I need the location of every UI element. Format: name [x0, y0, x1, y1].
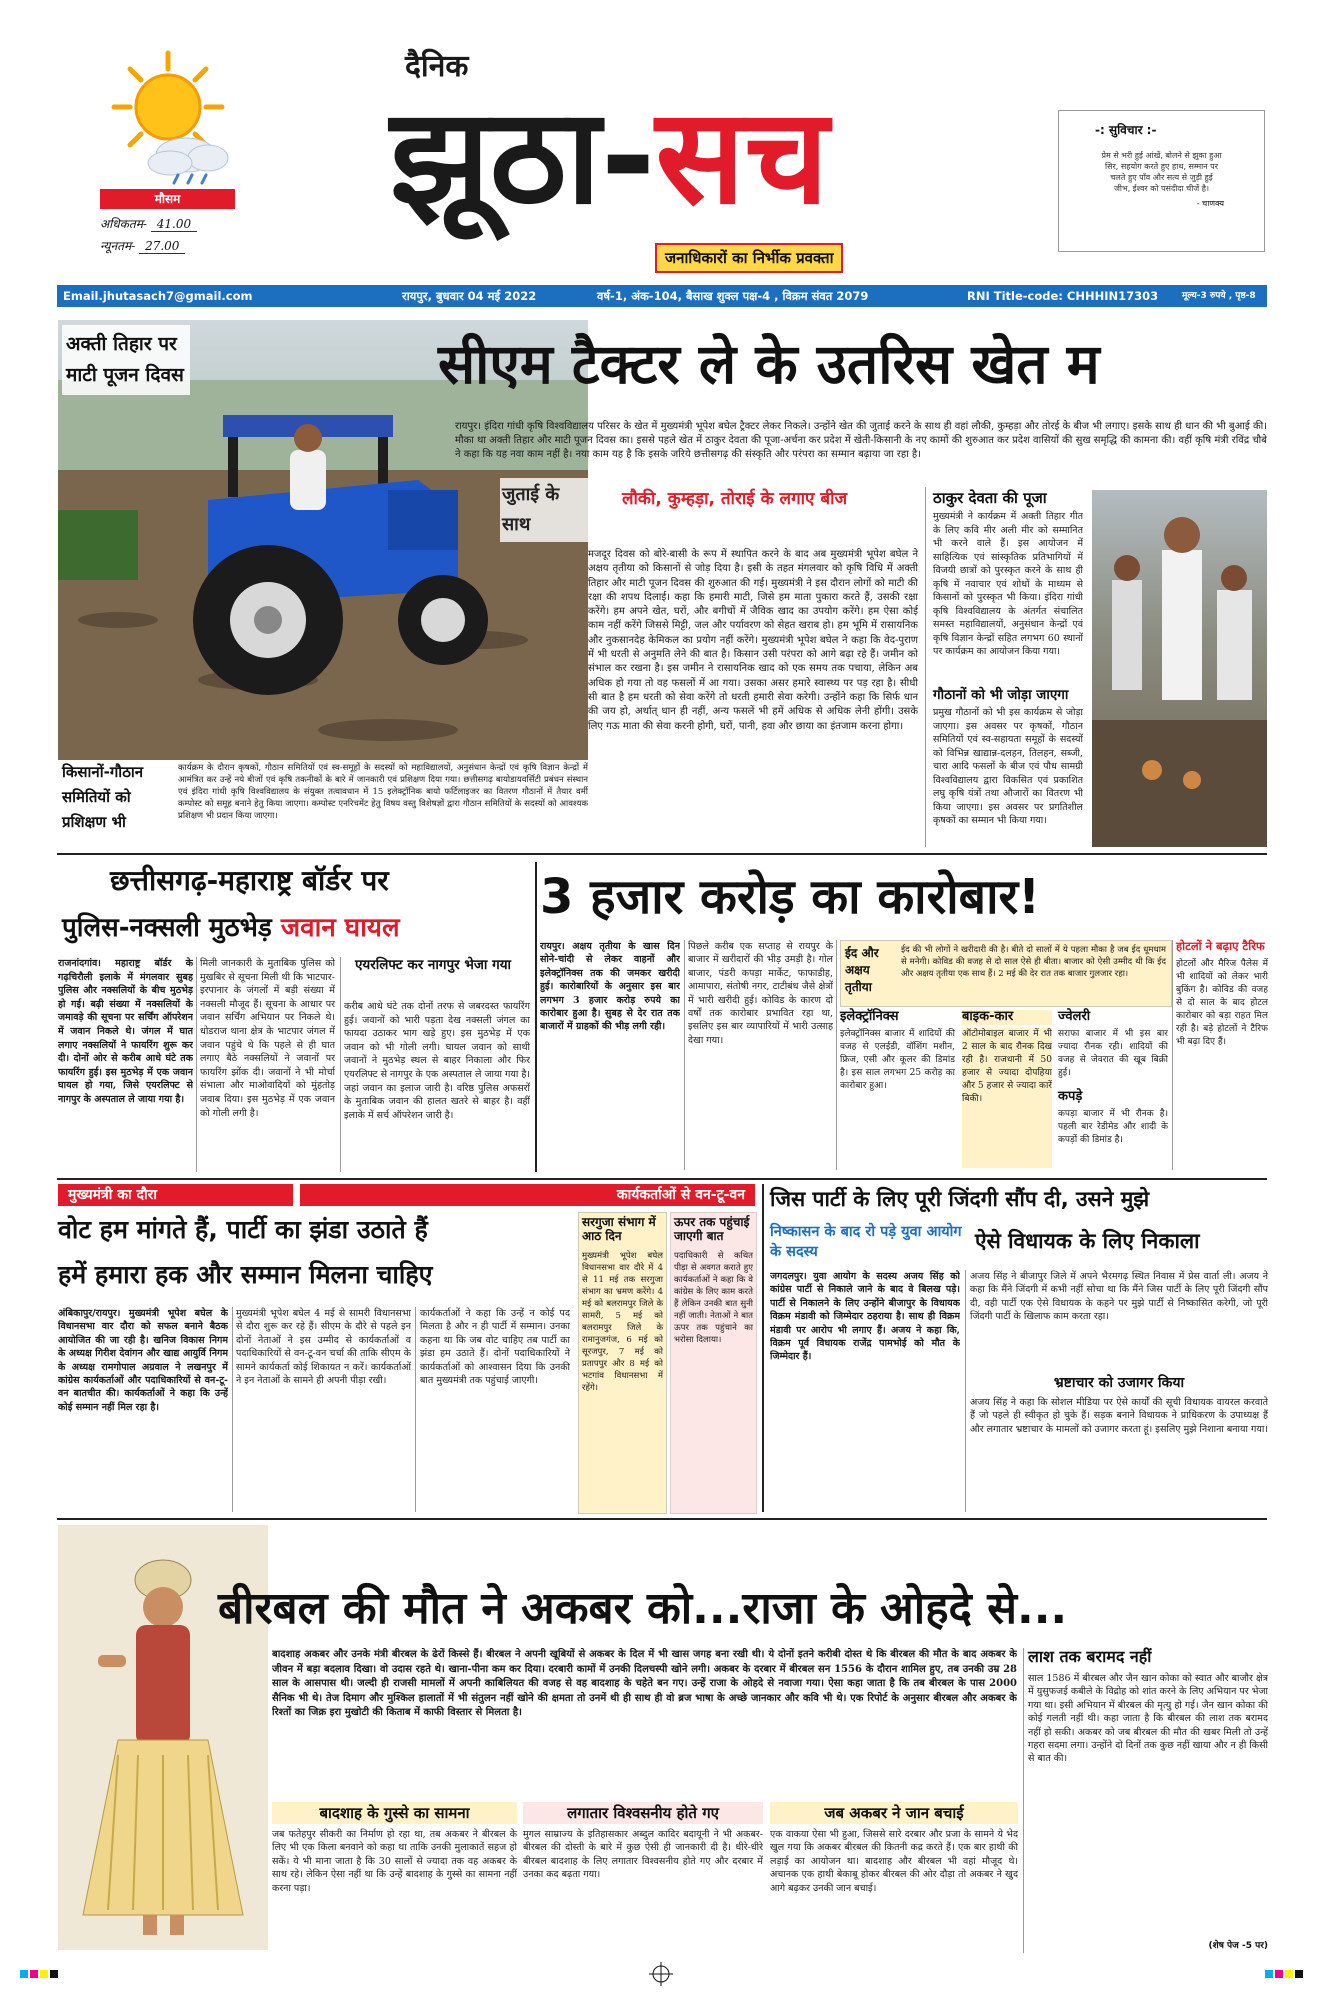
birbal-sub3: जब अकबर ने जान बचाई: [770, 1802, 1018, 1824]
lead-sub3-text: प्रमुख गौठानों को भी इस कार्यक्रम से जोड़ा जाएगा। इस अवसर पर कृषकों, गौठान समितियों एवं स्व-सहायता समूहों के सदस्यों को विभिन्न खाद्यान्न-दलहन, तिलहन, सब्जी, चारा आदि फसलों के बीज एवं पौध सामग्री विश्वविद्यालय द्वारा विकसित एवं प्रकाशित लघु कृषि यंत्रों तथा औजारों का वितरण भी किया जाएगा। इस अवसर पर प्रगतिशील कृषकों का सम्मान भी किया गया।: [933, 707, 1083, 826]
business-sec1-text: इलेक्ट्रॉनिक्स बाजार में शादियों की वजह से एलईडी, वॉशिंग मशीन, फ्रिज, एसी और कूलर की डिमांड है। इस साल लगभग 25 करोड़ का कारोबार हुआ।: [840, 1029, 955, 1091]
business-box-text: ईद की भी लोगों ने खरीदारी की है। बीते दो सालों में ये पहला मौका है जब ईद धूमधाम से मनेगी। कोविड की वजह से दो साल ऐसे ही बीता। बाजार को ऐसी उम्मीद थी कि ईद और अक्षय तृतीया एक साथ हैं। 2 मई की देर रात तक बाजार गुलजार रहा।: [901, 945, 1166, 979]
masthead-title-part2: सच: [655, 80, 829, 234]
cm-box2-text: पदाधिकारी से कथित पीड़ा से अवगत कराते हुए कार्यकर्ताओं ने कहा कि वे कांग्रेस के लिए काम करते हैं लेकिन उनकी बात सुनी नहीं जाती। नेताओं ने बात ऊपर तक पहुंचाने का भरोसा दिलाया।: [674, 1250, 753, 1345]
suvichar-title: -: सुविचार :-: [1095, 123, 1157, 137]
weather-values: [100, 213, 235, 257]
birbal-continued: (शेष पेज -5 पर): [1208, 1941, 1268, 1951]
cm-col2: मुख्यमंत्री भूपेश बघेल 4 मई से सामरी विधानसभा से दौरा शुरू कर रहे हैं। सीएम के दौरे से पहले इन दोनों नेताओं ने इस उम्मीद से कार्यकर्ताओं व पदाधिकारियों से वन-टू-वन चर्चा की ताकि सीएम के सामने कार्यकर्ता कोई शिकायत न करें। कार्यकर्ताओं ने इन नेताओं के सामने ही अपनी पीड़ा रखी।: [236, 1308, 411, 1387]
birbal-intro: बादशाह अकबर और उनके मंत्री बीरबल के ढेरों किस्से हैं। बीरबल ने अपनी खूबियों से अकबर के दिल में भी खास जगह बना रखी थी। ये दोनों इतने करीबी दोस्त थे कि बीरबल की मौत के बाद अकबर के जीवन में बड़ा बदलाव दिखा। वो उदास रहते थे। खाना-पीना कम कर दिया। दरबारी कामों में उनकी दिलचस्पी खोने लगी। अकबर के दरबार में बीरबल सन 1556 के दौरान शामिल हुए, तब उनकी उम्र 28 साल के आसपास थी। जल्दी ही राजसी मामलों में अपनी काबिलियत की वजह से वह बादशाह के चहेते बन गए। उन्हें राजा के ओहदे से नवाजा गया। ऐसा कहा जाता है कि तब बीरबल के पास 2000 सैनिक भी थे। तेज दिमाग और मुश्किल हालातों में भी संतुलन नहीं खोने की क्षमता तो उनमें थी ही साथ ही वो ब्रज भाषा के अच्छे जानकार और कवि भी थे। एक रिपोर्ट के अनुसार बीरबल और अकबर के रिश्तों का जिक्र इरा मुखोटी की किताब में काफी विस्तार से मिलता है।: [272, 1649, 1017, 1719]
weather-max-value: 41.00: [151, 217, 197, 232]
business-col1: रायपुर। अक्षय तृतीया के खास दिन सोने-चांदी से लेकर वाहनों और इलेक्ट्रॉनिक्स तक की जमकर खरीदी हुई। कारोबारियों के अनुसार इस बार लगभग 3 हजार करोड़ रुपये का कारोबार हुआ है। सुबह से देर रात तक बाजारों में ग्राहकों की भीड़ लगी रही।: [540, 941, 680, 1033]
cm-head1: वोट हम मांगते हैं, पार्टी का झंडा उठाते हैं: [58, 1215, 428, 1244]
lead-sub2: ठाकुर देवता की पूजा: [933, 489, 1047, 507]
registration-marks: [20, 1960, 1303, 1990]
border-col1: राजनांदगांव। महाराष्ट्र बॉर्डर के गढ़चिरौली इलाके में मंगलवार सुबह पुलिस और नक्सलियों के बीच मुठभेड़ हो गई। बढ़ी संख्या में नक्सलियों के जमावड़े की सूचना पर सर्चिंग ऑपरेशन में जवान निकले थे। जंगल में घात लगाए नक्सलियों ने फायरिंग शुरू कर दी। दोनों ओर से करीब आधे घंटे तक फायरिंग हुई। इस मुठभेड़ में एक जवान घायल हो गया, जिसे एयरलिफ्ट से नागपुर के अस्पताल ले जाया गया है।: [58, 958, 193, 1105]
lead-intro: रायपुर। इंदिरा गांधी कृषि विश्वविद्यालय परिसर के खेत में मुख्यमंत्री भूपेश बघेल ट्रैक्टर लेकर निकले। उन्होंने खेत की जुताई करने के साथ ही वहां लौकी, कुम्हड़ा और तोरई के बीज भी लगाए। इसके साथ ही धान की भी बुआई की। मौका था अक्ती तिहार और माटी पूजन दिवस का। इससे पहले खेत में ठाकुर देवता की पूजा-अर्चना कर प्रदेश में खेती-किसानी के नए कामों की शुरुआत कर प्रदेश वासियों की सुख समृद्धि की कामना की। वहीं कृषि मंत्री रविंद्र चौबे ने कहा कि यह नवा काम नहीं है। नया काम यह है कि इसके जरिये छत्तीसगढ़ की संस्कृति और परंपरा का सम्मान बढ़ाया जा रहा है।: [455, 421, 1267, 460]
birbal-sub1: बादशाह के गुस्से का सामना: [272, 1802, 517, 1824]
birbal-sub2-text: मुगल साम्राज्य के इतिहासकार अब्दुल कादिर बदायूनी ने भी अकबर-बीरबल की दोस्ती के बारे में कुछ ऐसी ही जानकारी दी है। धीरे-धीरे बीरबल बादशाह के लिए लगातार विश्वसनीय होते गए और दरबार में उनका कद बढ़ता गया।: [523, 1829, 763, 1881]
email-link[interactable]: Email.jhutasach7@gmail.com: [63, 289, 253, 303]
mla-col1: जगदलपुर। युवा आयोग के सदस्य अजय सिंह को कांग्रेस पार्टी से निकाले जाने के बाद वे बिलख पड़े। पार्टी से निकालने के लिए उन्होंने बीजापुर के विधायक विक्रम मंडावी को जिम्मेदार ठहराया है। साथ ही विक्रम मंडावी पर आरोप भी लगाए हैं। अजय ने कहा कि, विक्रम पूर्व विधायक राजेंद्र पामभोई को मौत के जिम्मेदार हैं।: [770, 1271, 960, 1363]
cm-box: [578, 1212, 667, 1514]
masthead-dainik: दैनिक: [405, 49, 469, 84]
masthead-title-dash: -: [600, 80, 656, 234]
place-date: रायपुर, बुधवार 04 मई 2022: [402, 289, 537, 303]
birbal-side-title: लाश तक बरामद नहीं: [1028, 1647, 1152, 1666]
birbal-sub1-text: जब फतेहपुर सीकरी का निर्माण हो रहा था, तब अकबर ने बीरबल के लिए भी एक किला बनवाने को कहा था ताकि उनकी मुलाकातें सहज हो सकें। ये भी माना जाता है कि 30 सालों से ज्यादा तक वह अकबर के साथ रहे। लेकिन ऐसा नहीं था कि उन्हें बादशाह के गुस्से का सामना नहीं करना पड़ा।: [272, 1829, 517, 1894]
sun-cloud-icon: [100, 45, 235, 185]
business-box2-title: होटलों ने बढ़ाए टैरिफ: [1176, 939, 1265, 953]
suvichar-box: [1058, 110, 1265, 252]
lead-sub1: लौकी, कुम्हड़ा, तोराई के लगाए बीज: [622, 489, 848, 509]
lead-kicker: अक्ती तिहार पर माटी पूजन दिवस: [62, 325, 190, 395]
mla-sub: निष्कासन के बाद रो पड़े युवा आयोग के सदस्य: [770, 1224, 962, 1260]
mla-col2: अजय सिंह ने बीजापुर जिले में अपने भैरमगढ़ स्थित निवास में प्रेस वार्ता ली। अजय ने कहा कि मैंने जिंदगी में कभी नहीं सोचा था कि मैंने जिस पार्टी के लिए पूरी जिंदगी सौंप दी, वही पार्टी एक ऐसे विधायक के कहने पर मुझे पार्टी से निष्कासित करेगी, जो पूरी जिंदगी पार्टी के खिलाफ काम करता रहा।: [970, 1271, 1268, 1323]
mla-head2: ऐसे विधायक के लिए निकाला: [975, 1229, 1200, 1253]
suvichar-line: चलते हुए पाँव और सत्य से जुड़ी हुई: [1110, 173, 1213, 182]
lead-headline: सीएम टैक्टर ले के उतरिस खेत म: [438, 332, 1100, 396]
mla-sub2: भ्रष्टाचार को उजागर किया: [1053, 1375, 1185, 1391]
suvichar-line: सिर, सहयोग करते हुए हाथ, सम्मान पर: [1105, 162, 1218, 171]
birbal-headline: बीरबल की मौत ने अकबर को...राजा के ओहदे से...: [218, 1583, 1068, 1634]
birbal-side-text: साल 1586 में बीरबल और जैन खान कोका को स्वात और बाजौर क्षेत्र में युसुफजई कबीले के विद्रोह को शांत करने के लिए अभियान पर भेजा गया था। इसी अभियान में बीरबल की मृत्यु हो गई। जैन खान कोका की कोई गलती नहीं थी। कहा जाता है कि बीरबल की लाश तक बरामद नहीं हो सकी। अकबर को जब बीरबल की मौत की खबर मिली तो उन्हें गहरा सदमा लगा। उन्होंने दो दिनों तक कुछ नहीं खाया और न ही किसी से बात की।: [1028, 1673, 1268, 1765]
border-sub: एयरलिफ्ट कर नागपुर भेजा गया: [354, 957, 512, 973]
masthead-title: [390, 62, 960, 252]
business-sec1: इलेक्ट्रॉनिक्स: [840, 1009, 899, 1024]
cm-box-title: सरगुजा संभाग में आठ दिन: [582, 1215, 656, 1243]
price-info: मूल्य-3 रुपये , पृष्ठ-8: [1182, 291, 1256, 301]
cm-box2: [670, 1212, 757, 1514]
masthead-tagline: जनाधिकारों का निर्भीक प्रवक्ता: [655, 243, 843, 273]
cm-col1: अंबिकापुर/रायपुर। मुख्यमंत्री भूपेश बघेल के विधानसभा वार दौरा को सफल बनाने बैठक आयोजित की जा रही है। खनिज विकास निगम के अध्यक्ष गिरीश देवांगन और खाद्य आयुर्वि निगम के अध्यक्ष रामगोपाल अग्रवाल ने लखनपुर में कांग्रेस कार्यकर्ताओं और पदाधिकारियों से वन-टू-वन बातचीत की। कार्यकर्ताओं ने कहा कि उन्हें कोई सम्मान नहीं मिल रहा है।: [58, 1308, 228, 1413]
business-sec3: ज्वेलरी: [1058, 1009, 1091, 1024]
pooja-photo: [1092, 490, 1267, 847]
info-bar: [57, 285, 1267, 307]
weather-min-value: 27.00: [139, 239, 185, 254]
business-box: [840, 940, 1172, 1007]
weather-min-label: न्यूनतम-: [100, 239, 136, 253]
mla-col3: अजय सिंह ने कहा कि सोशल मीडिया पर ऐसे कार्यों की सूची विधायक वायरल करवाते हैं जो पहले ही स्वीकृत हो चुके हैं। सड़क बनाने विधायक ने प्राधिकरण के उपाध्यक्ष हैं और लगातार भ्रष्टाचार के मामलों को उजागर करता हूं। इसलिए मुझे निशाना बनाया गया।: [970, 1397, 1268, 1435]
weather-box: [100, 45, 235, 270]
lead-caption-label: किसानों-गौठान समितियों को प्रशिक्षण भी: [62, 763, 144, 831]
border-col3: करीब आधे घंटे तक दोनों तरफ से जबरदस्त फायरिंग हुई। जवानों को भारी पड़ता देख नक्सली जंगल का फायदा उठाकर भाग खड़े हुए। इस मुठभेड़ में एक जवान को भी गोली लगी। घायल जवान को साथी जवानों ने मुठभेड़ स्थल से बाहर निकाला और फिर एयरलिफ्ट से नागपुर के एक अस्पताल ले जाया गया है। जहां जवान का इलाज जारी है। वरिष्ठ पुलिस अफसरों के मुताबिक जवान की हालत खतरे से बाहर है। वहीं इलाके में सर्च ऑपरेशन जारी है।: [344, 1001, 530, 1121]
cm-box-text: मुख्यमंत्री भूपेश बघेल विधानसभा वार दौरे में 4 से 11 मई तक सरगुजा संभाग का भ्रमण करेंगे। 4 मई को बलरामपुर जिले के सामरी, 5 मई को बलरामपुर जिले के रामानुजगंज, 6 मई को सूरजपुर, 7 मई को प्रतापपुर और 8 मई को भटगांव विधानसभा में रहेंगे।: [582, 1250, 663, 1393]
lead-caption-text: कार्यक्रम के दौरान कृषकों, गौठान समितियों एवं स्व-समूहों के सदस्यों को महाविद्यालयों, अनुसंधान केन्द्रों एवं कृषि विज्ञान केन्द्रों में आमंत्रित कर उन्हें नये बीजों एवं कृषि तकनीकों के बारे में जानकारी एवं प्रशिक्षण दिया गया। छत्तीसगढ़ बायोडायवर्सिटी प्रबंधन संस्थान एवं इंदिरा गांधी कृषि विश्वविद्यालय के संयुक्त तत्वावधान में 15 इलेक्ट्रॉनिक बायो फर्टिलाइजर का वितरण गौठानों में तैयार वर्मी कम्पोस्ट को समूह बनाने हेतु किया जाएगा। कम्पोस्ट एनरिचमेंट हेतु विषय वस्तु विशेषज्ञों द्वारा गौठान समितियों के सदस्यों को आवश्यक प्रशिक्षण भी प्रदान किया जाएगा।: [178, 763, 588, 821]
business-sec4: कपड़े: [1058, 1089, 1083, 1104]
business-headline: 3 हजार करोड़ का कारोबार!: [540, 869, 1041, 925]
weather-label: मौसम: [100, 189, 235, 209]
lead-sub3: गौठानों को भी जोड़ा जाएगा: [933, 687, 1069, 703]
birbal-sub2: लगातार विश्वसनीय होते गए: [523, 1802, 763, 1824]
border-head2-black: पुलिस-नक्सली मुठभेड़: [62, 913, 272, 943]
cm-tag2: कार्यकर्ताओं से वन-टू-वन: [300, 1184, 755, 1206]
lead-sub1-text: मजदूर दिवस को बोरे-बासी के रूप में स्थापित करने के बाद अब मुख्यमंत्री भूपेश बघेल ने अक्षय तृतीया को किसानों से जोड़ दिया है। इसी के तहत मंगलवार को कृषि विधि में अक्ती तिहार और माटी पूजन दिवस की शुरुआत की गई। मुख्यमंत्री ने इस दौरान लोगों को माटी की रक्षा की शपथ दिलाई। कहा कि हमारी माटी, जिसे हम माता पुकारा करते हैं, उसकी रक्षा करेंगे। हम अपने खेत, घरों, और बगीचों में जैविक खाद का उपयोग करेंगे। हम ऐसा कोई काम नहीं करेंगे जिससे मिट्टी, जल और पर्यावरण को सेहत खराब हो। हम भूमि में रासायनिक और नुकसानदेह केमिकल का प्रयोग नहीं करेंगे। मुख्यमंत्री भूपेश बघेल ने कहा कि वेद-पुराण में भी धरती से अनुमति लेने की बात है। किसान उसी परंपरा को आगे बढ़ा रहे हैं। जमीन को संभाल कर रखना है। इस जमीन ने रासायनिक खाद को एक समय तक पचाया, लेकिन अब अधिक हो गया तो वह फसलों में आ गया। उसका असर हमारे स्वास्थ्य पर पड़ रहा है। सीधी सी बात है हम धरती को सेवा करेंगे तो धरती हमारी सेवा करेगी। उन्होंने कहा कि सिर्फ धान की जय हो, अर्थात् धान ही नहीं, अन्य फसलें भी हमें अधिक से अधिक लेनी होंगी। उसके लिए गऊ माता की सेवा करनी होगी, घरों, पानी, हवा और छाया का इंतजाम करना होगा।: [588, 549, 918, 732]
lead-sub2-text: मुख्यमंत्री ने कार्यक्रम में अक्ती तिहार गीत के लिए कवि मीर अली मीर को सम्मानित भी करने वाले हैं। इस आयोजन में साहित्यिक एवं सांस्कृतिक प्रतिभागियों में विजयी छात्रों को पुरस्कृत करने के साथ ही कृषि में नवाचार एवं शोधों के माध्यम से किसानों को पुरस्कृत भी किया। इंदिरा गांधी कृषि विश्वविद्यालय के अंतर्गत संचालित समस्त महाविद्यालयों, अनुसंधान केन्द्रों एवं कृषि विज्ञान केन्द्रों सहित लगभग 60 स्थानों पर कार्यक्रम का आयोजन किया गया।: [933, 511, 1083, 657]
mla-head1: जिस पार्टी के लिए पूरी जिंदगी सौंप दी, उसने मुझे: [770, 1187, 1150, 1211]
border-head2: [62, 910, 532, 946]
business-box2-text: होटलों और मैरिज पैलेस में भी शादियों को लेकर भारी बुकिंग है। कोविड की वजह से दो साल के बाद होटल कारोबार को बड़ा राहत मिल रही है। बड़े होटलों ने टैरिफ भी बढ़ा दिए हैं।: [1176, 959, 1268, 1047]
birbal-sub3-text: एक वाकया ऐसा भी हुआ, जिससे सारे दरबार और प्रजा के सामने ये भेद खुल गया कि अकबर बीरबल की कितनी कद्र करते हैं। एक बार हाथी की लड़ाई का आयोजन था। बादशाह और बीरबल भी वहां मौजूद थे। अचानक एक हाथी बेकाबू होकर बीरबल की ओर दौड़ा तो अकबर ने खुद आगे बढ़कर उनकी जान बचाई।: [770, 1829, 1018, 1894]
masthead-title-part1: झूठा: [390, 80, 601, 234]
cm-head2: हमें हमारा हक और सम्मान मिलना चाहिए: [58, 1260, 433, 1289]
suvichar-author: - चाणक्य: [1196, 199, 1224, 208]
cm-box2-title: ऊपर तक पहुंचाई जाएगी बात: [674, 1215, 750, 1243]
issue-info: वर्ष-1, अंक-104, बैसाख शुक्ल पक्ष-4 , विक्रम संवत 2079: [597, 289, 869, 303]
business-col2: पिछले करीब एक सप्ताह से रायपुर के बाजार में खरीदारों की भीड़ उमड़ी है। गोल बाजार, पंडरी कपड़ा मार्केट, फाफाडीह, आमापारा, संतोषी नगर, टाटीबंध जैसे क्षेत्रों में भारी खरीदी हुई। कोविड के कारण दो वर्षों तक कारोबार प्रभावित रहा था, इसलिए इस बार व्यापारियों में भारी उत्साह देखा गया।: [688, 941, 833, 1046]
business-sec3-text: सराफा बाजार में भी इस बार ज्यादा रौनक रही। शादियों की वजह से जेवरात की खूब बिक्री हुई।: [1058, 1029, 1168, 1078]
cm-tag1: मुख्यमंत्री का दौरा: [58, 1184, 293, 1206]
suvichar-line: प्रेम से भरी हुई आंखें, बोलने से झुका हुआ: [1101, 151, 1222, 160]
rni-code: RNI Title-code: CHHHIN17303: [967, 289, 1159, 303]
business-sec2-text: ऑटोमोबाइल बाजार में भी 2 साल के बाद रौनक दिख रही है। राजधानी में 50 हजार से ज्यादा दोपहिया और 5 हजार से ज्यादा कारें बिकी।: [962, 1028, 1052, 1168]
weather-max-label: अधिकतम-: [100, 217, 147, 231]
cm-col3: कार्यकर्ताओं ने कहा कि उन्हें न कोई पद मिलता है और न ही पार्टी में सम्मान। उनका कहना था कि जब वोट चाहिए तब पार्टी का झंडा हम उठाते हैं। दोनों पदाधिकारियों ने कार्यकर्ताओं को आश्वासन दिया कि उनकी बात मुख्यमंत्री तक पहुंचाई जाएगी।: [420, 1308, 570, 1387]
suvichar-line: जीभ, ईश्वर को पसंदीदा चीजें है।: [1113, 184, 1210, 193]
business-sec2: बाइक-कार: [962, 1010, 1052, 1025]
business-sec4-text: कपड़ा बाजार में भी रौनक है। पहली बार रेडीमेड और शादी के कपड़ों की डिमांड है।: [1058, 1109, 1168, 1145]
border-head2-red: जवान घायल: [280, 913, 400, 943]
lead-photo-label: जुताई के साथ: [500, 478, 594, 542]
business-box-title: ईद और अक्षय तृतीया: [845, 946, 879, 994]
border-head1: छत्तीसगढ़-महाराष्ट्र बॉर्डर पर: [110, 864, 389, 897]
border-col2: मिली जानकारी के मुताबिक पुलिस को मुखबिर से सूचना मिली थी कि भाटपार-इरपानार के जंगलों में बड़ी संख्या में नक्सली मौजूद हैं। सूचना के आधार पर जवान सर्चिंग अभियान पर निकले थे। धोडराज थाना क्षेत्र के भाटपार जंगल में जवान पहुंचे थे कि पहले से ही घात लगाए बैठे नक्सलियों ने जवानों पर फायरिंग झोंक दी। जवानों ने भी मोर्चा संभाला और माओवादियों को मुंहतोड़ जवाब दिया। इस मुठभेड़ में एक जवान को गोली लगी है।: [200, 958, 335, 1119]
suvichar-lines: [1059, 150, 1264, 194]
